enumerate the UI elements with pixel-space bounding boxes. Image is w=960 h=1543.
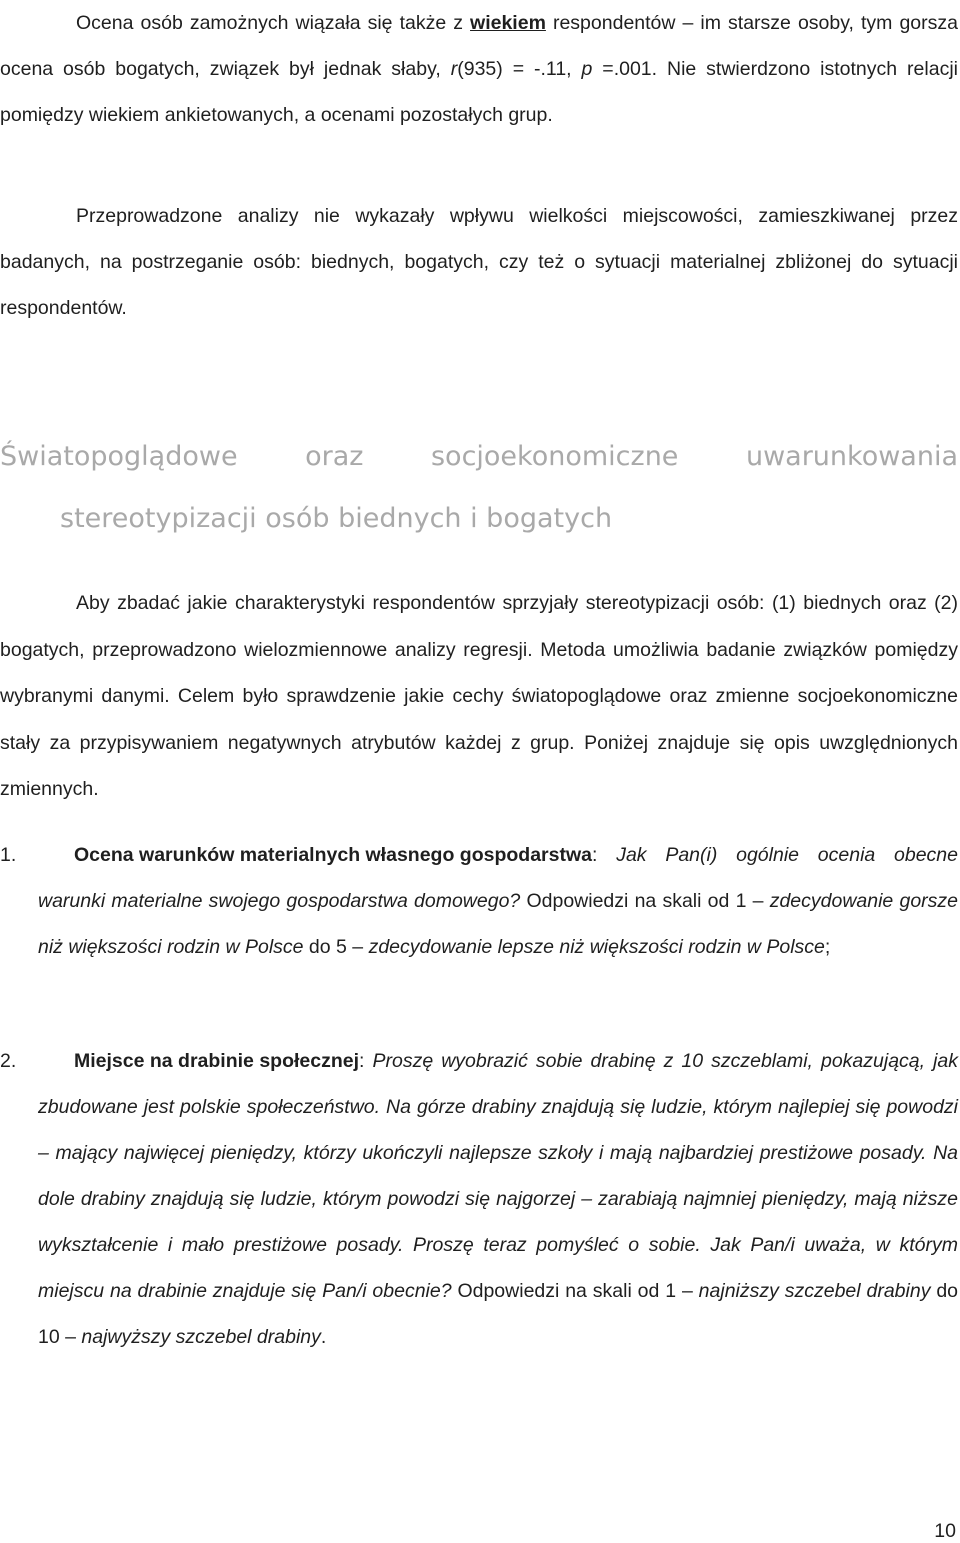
text: (935) = -.11, (457, 58, 582, 80)
stat-p: p (581, 58, 593, 80)
heading-line-1 (0, 426, 958, 488)
stat-r: r (450, 58, 458, 80)
text: do 5 – (303, 936, 369, 958)
item-term: Ocena warunków materialnych własnego gospodarstwa (74, 844, 592, 866)
text: Przeprowadzone analizy nie wykazały wpływu wielkości miejscowości, zamieszkiwanej przez badanych, na postrzeganie osób: biednych, bogatych, czy też o sytuacji materialnej zbliżonej do sytuacji respondentów. (0, 205, 958, 319)
emphasis-age: wiekiem (470, 12, 546, 34)
text: respondentów – im starsze osoby, tym gorsza ocena osób bogatych, związek był jednak słaby, (0, 12, 958, 80)
text: Odpowiedzi na skali od 1 – (520, 890, 770, 912)
text: : (591, 844, 617, 866)
section-heading (0, 426, 958, 550)
list-number: 2. (0, 1050, 17, 1072)
text: =.001. Nie stwierdzono istotnych relacji pomiędzy wiekiem ankietowanych, a ocenami pozostałych grup. (0, 58, 958, 126)
list-number: 1. (0, 844, 17, 866)
list-item-body (38, 832, 958, 970)
page-number: 10 (934, 1520, 956, 1542)
scale-high: najwyższy szczebel drabiny (81, 1326, 321, 1348)
item-term: Miejsce na drabinie społecznej (74, 1050, 360, 1072)
text: Odpowiedzi na skali od 1 – (451, 1280, 699, 1302)
item-question: Jak Pan(i) ogólnie ocenia obecne warunki materialne swojego gospodarstwa domowego? (38, 844, 958, 912)
text: Ocena osób zamożnych wiązała się także z (76, 12, 471, 34)
paragraph-regression-intro (0, 580, 958, 813)
heading-word: socjoekonomiczne (430, 441, 679, 472)
list-item-social-ladder (0, 1038, 958, 1360)
text: : (359, 1050, 373, 1072)
text: . (320, 1326, 327, 1348)
heading-line-2: stereotypizacji osób biednych i bogatych (60, 503, 613, 534)
heading-word: oraz (305, 441, 364, 472)
scale-low: najniższy szczebel drabiny (698, 1280, 931, 1302)
heading-word: uwarunkowania (745, 441, 958, 472)
text: Aby zbadać jakie charakterystyki respondentów sprzyjały stereotypizacji osób: (1) biednych oraz (2) bogatych, przeprowadzono wielozmiennowe analizy regresji. Metoda umożliwia badanie związków pomiędzy wybranymi danymi. Celem było sprawdzenie jakie cechy światopoglądowe oraz zmienne socjoekonomiczne stały za przypisywaniem negatywnych atrybutów każdej z grup. Poniżej znajduje się opis uwzględnionych zmiennych. (0, 592, 958, 800)
item-question: Proszę wyobrazić sobie drabinę z 10 szczeblami, pokazującą, jak zbudowane jest polskie społeczeństwo. Na górze drabiny znajdują się ludzie, którym najlepiej się powodzi – mający najwięcej pieniędzy, którzy ukończyli najlepsze szkoły i mają najbardziej prestiżowe posady. Na dole drabiny znajdują się ludzie, którym powodzi się najgorzej – zarabiają najmniej pieniędzy, mają niższe wykształcenie i mało prestiżowe posady. Proszę teraz pomyśleć o sobie. Jak Pan/i uważa, w którym miejscu na drabinie znajduje się Pan/i obecnie? (38, 1050, 958, 1302)
heading-word: Światopoglądowe (0, 441, 238, 472)
paragraph-age-effect (0, 0, 958, 138)
list-item-material-conditions (0, 832, 958, 970)
text: do 10 – (38, 1280, 959, 1348)
scale-low: zdecydowanie gorsze niż większości rodzin w Polsce (38, 890, 959, 958)
paragraph-town-size (0, 193, 958, 331)
text: ; (824, 936, 831, 958)
list-item-body (38, 1038, 958, 1360)
scale-high: zdecydowanie lepsze niż większości rodzin w Polsce (368, 936, 825, 958)
